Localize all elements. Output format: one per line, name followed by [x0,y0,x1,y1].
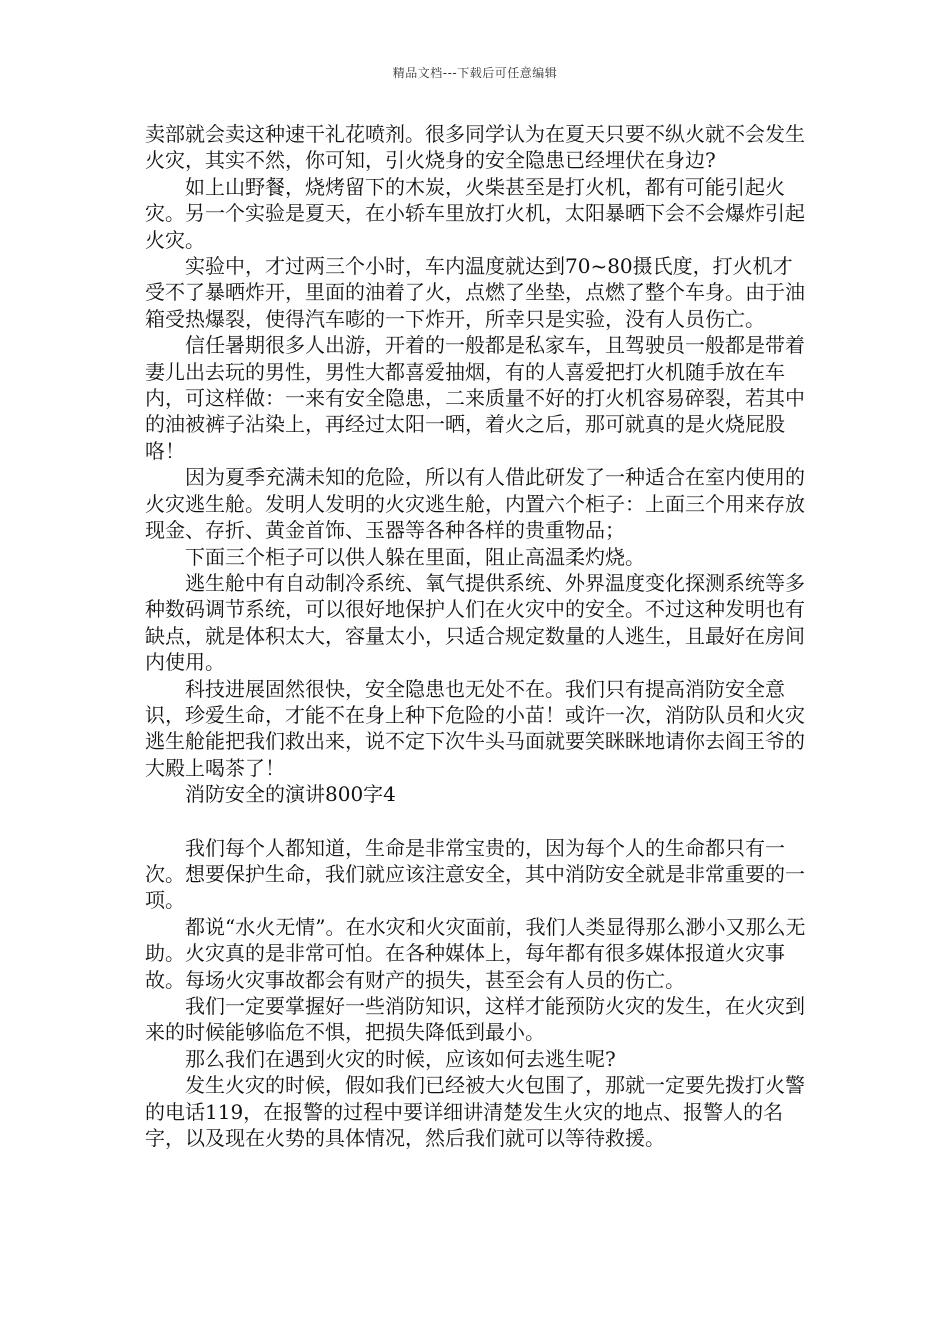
paragraph: 实验中，才过两三个小时，车内温度就达到70~80摄氏度，打火机才受不了暴晒炸开，里面的油着了火，点燃了坐垫，点燃了整个车身。由于油箱受热爆裂，使得汽车嘭的一下炸开，所幸只是实验，没有人员伤亡。 [145,254,805,331]
paragraph: 发生火灾的时候，假如我们已经被大火包围了，那就一定要先拨打火警的电话119，在报警的过程中要详细讲清楚发生火灾的地点、报警人的名字，以及现在火势的具体情况，然后我们就可以等待救援。 [145,1073,805,1151]
paragraph: 下面三个柜子可以供人躲在里面，阻止高温柔灼烧。 [185,544,645,569]
paragraph: 我们一定要掌握好一些消防知识，这样才能预防火灾的发生，在火灾到来的时候能够临危不惧，把损失降低到最小。 [145,994,805,1045]
document-body [145,121,810,1151]
paragraph: 信任暑期很多人出游，开着的一般都是私家车，且驾驶员一般都是带着妻儿出去玩的男性，男性大都喜爱抽烟，有的人喜爱把打火机随手放在车内，可这样做：一来有安全隐患，二来质量不好的打火机容易碎裂，若其中的油被裤子沾染上，再经过太阳一晒，着火之后，那可就真的是火烧屁股咯！ [145,333,805,463]
paragraph: 科技进展固然很快，安全隐患也无处不在。我们只有提高消防安全意识，珍爱生命，才能不在身上种下危险的小苗！或许一次，消防队员和火灾逃生舱能把我们救出来，说不定下次牛头马面就要笑眯眯地请你去阎王爷的大殿上喝茶了！ [145,676,805,780]
page-header: 精品文档---下载后可任意编辑 [392,66,558,80]
paragraph: 卖部就会卖这种速干礼花喷剂。很多同学认为在夏天只要不纵火就不会发生火灾，其实不然，你可知，引火烧身的安全隐患已经埋伏在身边? [145,122,805,173]
paragraph: 因为夏季充满未知的危险，所以有人借此研发了一种适合在室内使用的火灾逃生舱。发明人发明的火灾逃生舱，内置六个柜子：上面三个用来存放现金、存折、黄金首饰、玉器等各种各样的贵重物品； [145,465,805,543]
paragraph: 那么我们在遇到火灾的时候，应该如何去逃生呢? [185,1046,616,1071]
paragraph: 如上山野餐，烧烤留下的木炭，火柴甚至是打火机，都有可能引起火灾。另一个实验是夏天，在小轿车里放打火机，太阳暴晒下会不会爆炸引起火灾。 [145,174,805,252]
paragraph: 我们每个人都知道，生命是非常宝贵的，因为每个人的生命都只有一次。想要保护生命，我们就应该注意安全，其中消防安全就是非常重要的一项。 [145,835,805,913]
paragraph: 逃生舱中有自动制冷系统、氧气提供系统、外界温度变化探测系统等多种数码调节系统，可以很好地保护人们在火灾中的安全。不过这种发明也有缺点，就是体积太大，容量太小，只适合规定数量的人逃生，且最好在房间内使用。 [145,570,805,675]
section-heading: 消防安全的演讲800字4 [185,782,396,807]
paragraph: 都说“水火无情”。在水灾和火灾面前，我们人类显得那么渺小又那么无助。火灾真的是非常可怕。在各种媒体上，每年都有很多媒体报道火灾事故。每场火灾事故都会有财产的损失，甚至会有人员的伤亡。 [145,914,806,992]
blank-line [145,808,810,835]
